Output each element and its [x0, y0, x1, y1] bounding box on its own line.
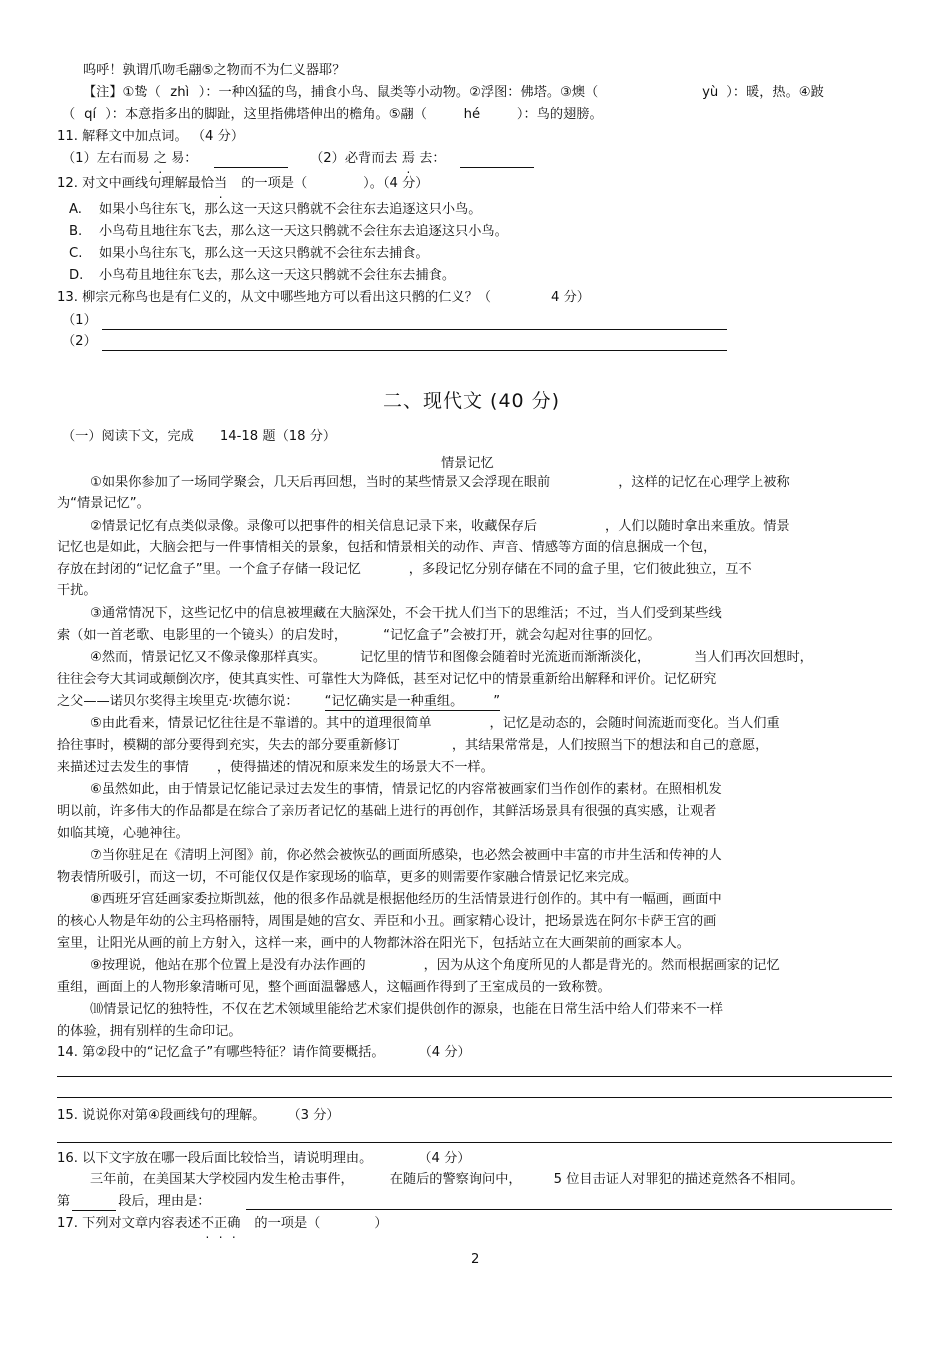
option-text: 小鸟苟且地往东飞去，那么这一天这只鹘就不会往东去追逐这只小鸟。 [99, 224, 508, 239]
p-text: 当人们再次回想时， [694, 650, 813, 665]
q13-answer-2-label: （2） [62, 334, 97, 349]
pinyin: hé [463, 107, 481, 122]
article-title: 情景记忆 [441, 456, 494, 471]
p2-line-3 [57, 561, 752, 579]
q12-option-a[interactable] [69, 201, 481, 219]
p9-line-1 [90, 957, 780, 975]
q17-text: 的一项是（ [254, 1216, 321, 1231]
note-text: 【注】①鸷（ [83, 85, 161, 100]
option-text: 如果小鸟往东飞，那么这一天这只鹘就不会往东去捕食。 [99, 246, 429, 261]
q14-answer-line-2[interactable] [57, 1097, 892, 1098]
dotted-char: 正 [214, 1216, 228, 1231]
q11-p2-answer-blank[interactable] [460, 153, 534, 168]
p2-line-2: 记忆也是如此，大脑会把与一件事情相关的景象，包括和情景相关的动作、声音、情感等方面的信息捆成一个包， [57, 540, 717, 555]
q17-text: 17. 下列对文章内容表述 [57, 1216, 201, 1231]
p-text: 之父——诺贝尔奖得主埃里克·坎德尔说： [57, 694, 299, 709]
p2-line-4: 干扰。 [57, 583, 97, 598]
q16-text: 16. 以下文字放在哪一段后面比较恰当，请说明理由。 [57, 1151, 373, 1166]
option-text: 小鸟苟且地往东飞去，那么这一天这只鹘就不会往东去捕食。 [99, 268, 456, 283]
p-text: 索（如一首老歌、电影里的一个镜头）的启发时， [57, 628, 348, 643]
option-letter: C. [69, 246, 83, 261]
p-text: ④然而，情景记忆又不像录像那样真实。 [90, 650, 327, 665]
p-text: 存放在封闭的“记忆盒子”里。一个盒子存储一段记忆 [57, 562, 361, 577]
q16-answer-text: 第 [57, 1194, 71, 1209]
page-number: 2 [471, 1252, 480, 1267]
note-text: ）：鸟的翅膀。 [516, 107, 603, 122]
q14-stem [57, 1044, 471, 1062]
p10-line-1: ⑽情景记忆的独特性，不仅在艺术领域里能给艺术家们提供创作的源泉，也能在日常生活中给人们带来不一样 [90, 1002, 723, 1017]
q16-passage-text: 在随后的警察询问中， [389, 1172, 522, 1187]
p-text: 拾往事时，模糊的部分要得到充实，失去的部分要重新修订 [57, 738, 400, 753]
section-title: 二、现代文 (40 分) [383, 390, 561, 412]
dotted-char: 当 [214, 176, 228, 191]
note-text: ）：本意指多出的脚趾，这里指佛塔伸出的檐角。⑤翮（ [105, 107, 427, 122]
p-text: ⑤由此看来，情景记忆往往是不靠谱的。其中的道理很简单 [90, 716, 432, 731]
q17-text: ） [374, 1216, 388, 1231]
section-subtitle [62, 428, 336, 446]
note-line-1 [83, 84, 824, 102]
p8-line-1: ⑧西班牙宫廷画家委拉斯凯兹，他的很多作品就是根据他经历的生活情景进行创作的。其中有一幅画，画面中 [90, 892, 722, 907]
poem-end-line: 呜呼！孰谓爪吻毛翮⑤之物而不为仁义器耶？ [83, 63, 346, 78]
p7-line-1: ⑦当你驻足在《清明上河图》前，你必然会被恢弘的画面所感染，也必然会被画中丰富的市井生活和传神的人 [90, 848, 722, 863]
q12-option-d[interactable] [69, 267, 455, 285]
p-text: ②情景记忆有点类似录像。录像可以把事件的相关信息记录下来，收藏保存后 [90, 519, 538, 534]
p4-line-3 [57, 693, 500, 711]
dotted-char: 焉 [401, 151, 415, 166]
option-letter: D. [69, 268, 84, 283]
p9-line-2: 重组，画面上的人物形象清晰可见，整个画面温馨感人，这幅画作得到了王室成员的一致称赞。 [57, 980, 611, 995]
dotted-char: 确 [227, 1216, 241, 1231]
p6-line-3: 如临其境，心驰神往。 [57, 826, 189, 841]
p-text: ⑨按理说，他站在那个位置上是没有办法作画的 [90, 958, 366, 973]
dotted-char: 不 [200, 1216, 215, 1231]
q15-stem [57, 1107, 340, 1125]
p-text: “记忆盒子”会被打开，就会勾起对往事的回忆。 [383, 628, 661, 643]
p-text: ，因为从这个角度所见的人都是背光的。然而根据画家的记忆 [423, 958, 780, 973]
p4-line-2: 往往会夸大其词或颠倒次序，使其真实性、可靠性大为降低，甚至对记忆中的情景重新给出解释和评价。记忆研究 [57, 672, 717, 687]
q16-answer-text: 段后，理由是： [118, 1194, 211, 1209]
q16-paragraph-blank[interactable] [72, 1196, 116, 1211]
q11-p2-text: （2）必背而去 [310, 151, 398, 166]
q14-text: 14. 第②段中的“记忆盒子”有哪些特征？请作简要概括。 [57, 1045, 385, 1060]
note-line-2 [62, 106, 603, 124]
q16-reason-line[interactable] [246, 1209, 892, 1210]
p-text: ，多段记忆分别存储在不同的盒子里，它们彼此独立，互不 [408, 562, 752, 577]
q12-text: ）。（4 分） [363, 176, 429, 191]
q13-answer-1-label: （1） [62, 313, 97, 328]
pinyin: yù [702, 85, 719, 100]
q15-answer-line[interactable] [57, 1142, 892, 1143]
p5-line-2 [57, 737, 768, 755]
p7-line-2: 物表情所吸引，而这一切，不可能仅仅是作家现场的临草，更多的则需要作家融合情景记忆来完成。 [57, 870, 638, 885]
q11-stem: 11. 解释文中加点词。 （4 分） [57, 129, 245, 144]
note-text: ）：暖，热。④跛 [726, 85, 824, 100]
subtitle-text: （一）阅读下文，完成 [62, 429, 194, 444]
p-text: ，记忆是动态的，会随时间流逝而变化。当人们重 [489, 716, 780, 731]
p-text: ，其结果常常是，人们按照当下的想法和自己的意愿， [451, 738, 769, 753]
dotted-char: 之 [153, 151, 167, 166]
p6-line-2: 明以前，许多伟大的作品都是在综合了亲历者记忆的基础上进行的再创作，其鲜活场景具有很强的真实感，让观者 [57, 804, 717, 819]
q11-p2-text: 去： [419, 151, 446, 166]
q15-text: （3 分） [287, 1108, 340, 1123]
q17-stem [57, 1215, 388, 1233]
option-letter: B. [69, 224, 83, 239]
q12-text: 的一项是（ [241, 176, 308, 191]
q14-text: （4 分） [418, 1045, 471, 1060]
p1-line-1 [90, 474, 790, 492]
quote-text: ” [493, 694, 501, 709]
q14-answer-line-1[interactable] [57, 1076, 892, 1077]
q12-option-c[interactable] [69, 245, 429, 263]
q13-answer-1-line[interactable] [102, 329, 727, 330]
p2-line-1 [90, 518, 790, 536]
q16-answer [57, 1193, 211, 1211]
p4-underlined-quote [325, 694, 501, 711]
p-text: ①如果你参加了一场同学聚会，几天后再回想，当时的某些情景又会浮现在眼前 [90, 475, 551, 490]
p6-line-1: ⑥虽然如此，由于情景记忆能记录过去发生的事情，情景记忆的内容常被画家们当作创作的素材。在照相机发 [90, 782, 722, 797]
q16-passage-text: 三年前，在美国某大学校园内发生枪击事件， [90, 1172, 354, 1187]
q15-text: 15. 说说你对第④段画线句的理解。 [57, 1108, 266, 1123]
q11-p1-text: （1）左右而易 [62, 151, 150, 166]
p10-line-2: 的体验，拥有别样的生命印记。 [57, 1024, 242, 1039]
p8-line-2: 的核心人物是年幼的公主玛格丽特，周围是她的宫女、弄臣和小丑。画家精心设计，把场景选在阿尔卡萨王宫的画 [57, 914, 717, 929]
p5-line-3 [57, 759, 494, 777]
subtitle-text: 14-18 题（18 分） [219, 429, 337, 444]
p4-line-1 [90, 649, 813, 667]
note-text: ）：一种凶猛的鸟，捕食小鸟、鼠类等小动物。②浮图：佛塔。③燠（ [198, 85, 599, 100]
q13-text: 4 分） [550, 290, 590, 305]
p-text: 记忆里的情节和图像会随着时光流逝而渐渐淡化， [360, 650, 651, 665]
q13-answer-2-line[interactable] [102, 350, 727, 351]
q16-text: （4 分） [418, 1151, 471, 1166]
p8-line-3: 室里，让阳光从画的前上方射入，这样一来，画中的人物都沐浴在阳光下，包括站立在大画架前的画家本人。 [57, 936, 690, 951]
p1-line-2: 为“情景记忆”。 [57, 496, 150, 511]
pinyin: zhì [170, 85, 190, 100]
q11-parts [62, 150, 534, 168]
note-text: （ [62, 107, 76, 122]
option-letter: A. [69, 202, 82, 217]
p-text: ，这样的记忆在心理学上被称 [618, 475, 790, 490]
q11-p1-text: 易： [171, 151, 198, 166]
q12-text: 12. 对文中画线句理解最恰 [57, 176, 215, 191]
q13-stem [57, 289, 590, 307]
p5-line-1 [90, 715, 780, 733]
p3-line-2 [57, 627, 661, 645]
q12-option-b[interactable] [69, 223, 508, 241]
q16-passage [90, 1171, 804, 1189]
p-text: 来描述过去发生的事情 [57, 760, 189, 775]
p-text: ，人们以随时拿出来重放。情景 [605, 519, 790, 534]
quote-text: “记忆确实是一种重组。 [324, 694, 464, 709]
q16-stem [57, 1150, 470, 1168]
q12-stem [57, 175, 429, 193]
q11-p1-answer-blank[interactable] [214, 153, 288, 168]
option-text: 如果小鸟往东飞，那么这一天这只鹘就不会往东去追逐这只小鸟。 [99, 202, 482, 217]
q13-text: 13. 柳宗元称鸟也是有仁义的，从文中哪些地方可以看出这只鹘的仁义？（ [57, 290, 491, 305]
pinyin: qí [84, 107, 97, 122]
p3-line-1: ③通常情况下，这些记忆中的信息被埋藏在大脑深处，不会干扰人们当下的思维活；不过，当人们受到某些线 [90, 606, 722, 621]
q16-passage-text: 5 位目击证人对罪犯的描述竟然各不相同。 [553, 1172, 804, 1187]
p-text: ，使得描述的情况和原来发生的场景大不一样。 [216, 760, 494, 775]
